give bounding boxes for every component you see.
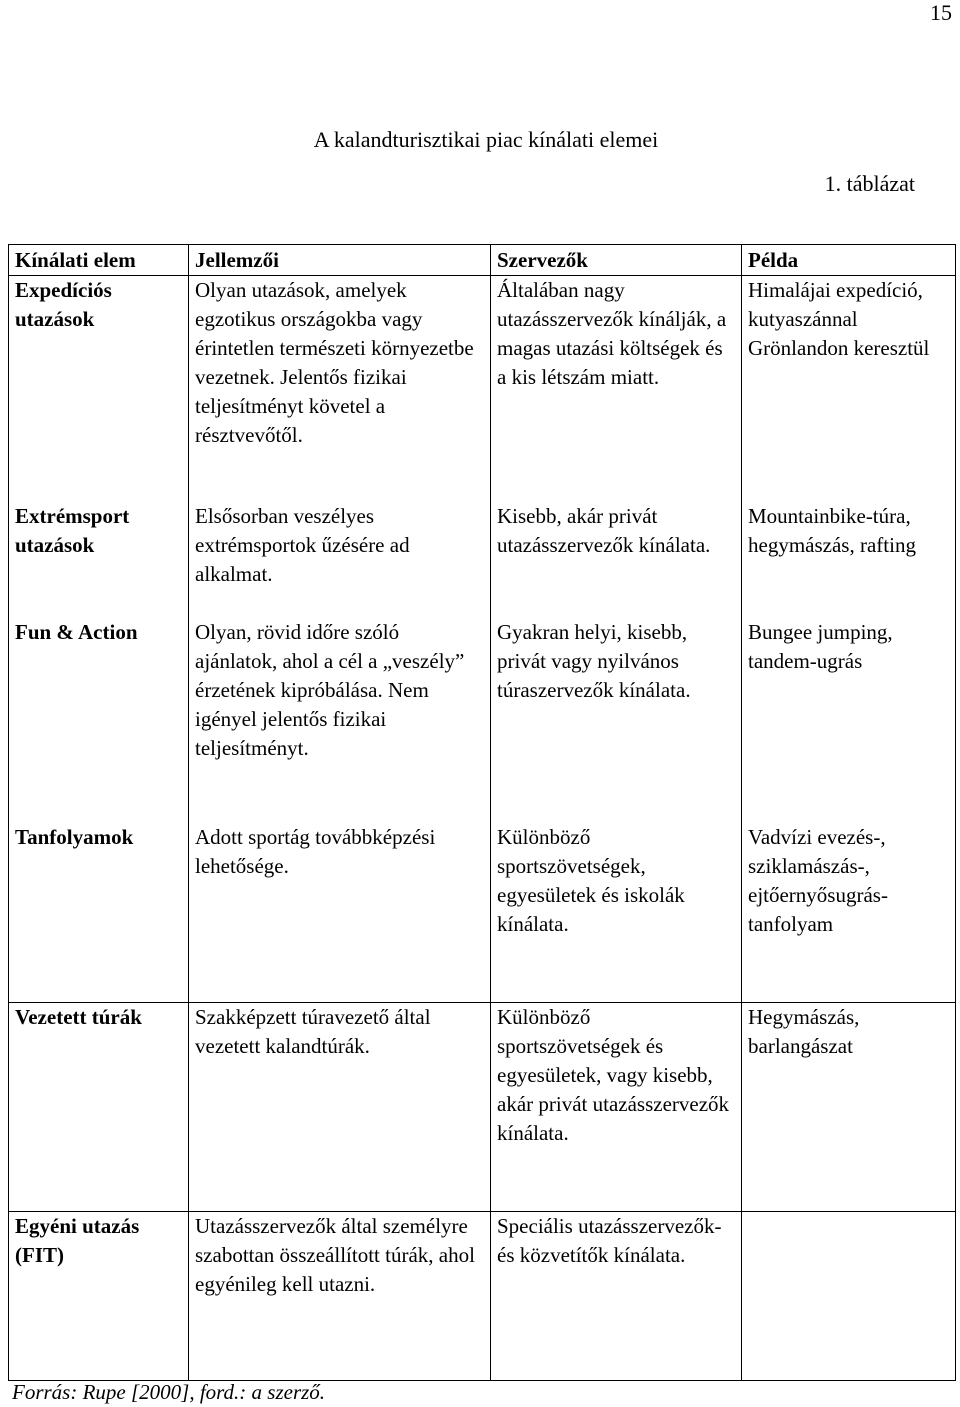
example-text: Hegymászás, barlangászat [742, 1003, 956, 1212]
offer-element-cell [9, 276, 189, 1003]
features-text: Elsősorban veszélyes extrémsportok űzésére ad alkalmat. [195, 504, 410, 586]
offer-element-name: Fun & Action [15, 620, 138, 644]
offer-element-name: Egyéni utazás (FIT) [9, 1212, 189, 1381]
example-text: Bungee jumping, tandem-ugrás [748, 620, 893, 673]
header-example: Példa [742, 245, 956, 276]
header-offer-element: Kínálati elem [9, 245, 189, 276]
offer-elements-table [8, 244, 956, 1381]
header-organizers: Szervezők [491, 245, 742, 276]
organizers-text: Általában nagy utazásszervezők kínálják, a magas utazási költségek és a kis létszám miatt. [497, 278, 727, 389]
example-text [742, 1212, 956, 1381]
organizers-text: Gyakran helyi, kisebb, privát vagy nyilvános túraszervezők kínálata. [497, 620, 691, 702]
table-row [9, 276, 956, 1003]
example-text: Mountainbike-túra, hegymászás, rafting [748, 504, 916, 557]
table-row [9, 1212, 956, 1381]
source-note: Forrás: Rupe [2000], ford.: a szerző. [12, 1380, 326, 1404]
organizers-text: Különböző sportszövetségek és egyesületek, vagy kisebb, akár privát utazásszervezők kínálata. [491, 1003, 742, 1212]
organizers-text: Különböző sportszövetségek, egyesületek és iskolák kínálata. [497, 825, 685, 936]
features-text: Utazásszervezők által személyre szabottan összeállított túrák, ahol egyénileg kell utazni. [189, 1212, 491, 1381]
offer-element-name: Tanfolyamok [15, 825, 134, 849]
example-text: Himalájai expedíció, kutyaszánnal Grönlandon keresztül [748, 278, 930, 360]
page-title: A kalandturisztikai piac kínálati elemei [313, 127, 659, 152]
features-text: Olyan utazások, amelyek egzotikus országokba vagy érintetlen természeti környezetbe vezetnek. Jelentős fizikai teljesítményt követel a résztvevőtől. [195, 278, 474, 447]
organizers-text: Speciális utazásszervezők- és közvetítők kínálata. [491, 1212, 742, 1381]
organizers-cell [491, 276, 742, 1003]
features-text: Adott sportág továbbképzési lehetősége. [195, 825, 436, 878]
offer-element-name: Extrémsport utazások [15, 504, 130, 557]
table-row [9, 1003, 956, 1212]
offer-element-name: Expedíciós utazások [15, 278, 112, 331]
header-features: Jellemzői [189, 245, 491, 276]
organizers-text: Kisebb, akár privát utazásszervezők kínálata. [497, 504, 711, 557]
table-caption: 1. táblázat [824, 171, 915, 196]
example-cell [742, 276, 956, 1003]
example-text: Vadvízi evezés-, sziklamászás-, ejtőernyősugrás-tanfolyam [748, 825, 888, 936]
features-text: Olyan, rövid időre szóló ajánlatok, ahol a cél a „veszély” érzetének kipróbálása. Nem igényel jelentős fizikai teljesítményt. [195, 620, 465, 760]
features-text: Szakképzett túravezető által vezetett kalandtúrák. [189, 1003, 491, 1212]
features-cell [189, 276, 491, 1003]
table-header-row [9, 245, 956, 276]
offer-element-name: Vezetett túrák [9, 1003, 189, 1212]
page-number: 15 [930, 0, 952, 25]
